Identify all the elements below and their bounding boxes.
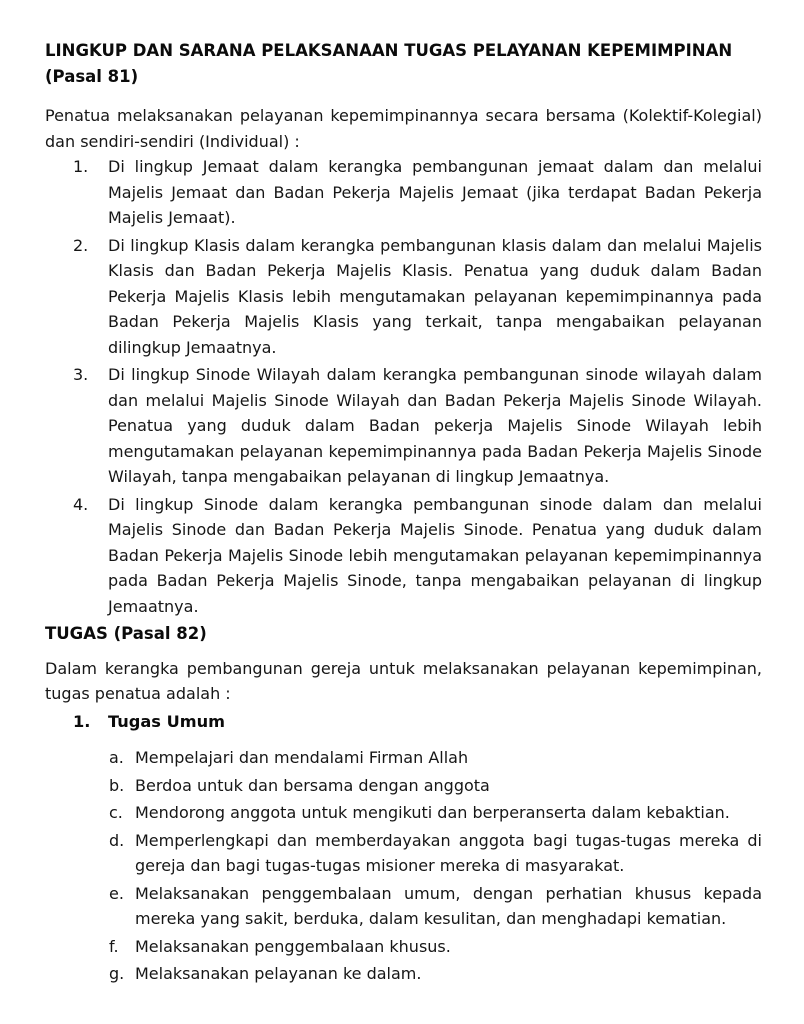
list-item-1 [45,154,762,231]
subsection-tugas-umum [45,709,762,735]
item-text: Memperlengkapi dan memberdayakan anggota bagi tugas-tugas mereka di gereja dan bagi tugas-tugas misioner mereka di masyarakat. [135,830,762,875]
list-item-3 [45,362,762,490]
item-letter: f. [109,936,119,956]
item-number: 1. [73,157,89,176]
item-text: Di lingkup Sinode dalam kerangka pembangunan sinode dalam dan melalui Majelis Sinode dan Badan Pekerja Majelis Sinode. Penatua yang duduk dalam Badan Pekerja Majelis Sinode lebih mengutamakan pelayanan kepemimpinannya pada Badan Pekerja Majelis Sinode, tanpa mengabaikan pelayanan di lingkup Jemaatnya. [108,494,762,616]
list-item-2 [45,233,762,361]
item-letter: d. [109,830,125,850]
task-item-g [45,961,762,987]
item-letter: c. [109,803,123,822]
item-letter: b. [109,775,125,795]
item-text: Melaksanakan penggembalaan umum, dengan perhatian khusus kepada mereka yang sakit, berduka, dalam kesulitan, dan menghadapi kematian. [135,883,762,928]
item-text: Mendorong anggota untuk mengikuti dan berperanserta dalam kebaktian. [135,803,730,822]
item-number: 2. [73,235,89,255]
item-number: 3. [73,365,89,384]
item-text: Berdoa untuk dan bersama dengan anggota [135,775,490,795]
subsection-title: Tugas Umum [108,711,225,731]
task-item-d [45,828,762,879]
heading-line-1: LINGKUP DAN SARANA PELAKSANAAN TUGAS PELAYANAN KEPEMIMPINAN [45,41,733,60]
item-text: Melaksanakan penggembalaan khusus. [135,936,451,956]
section-lingkup-heading [45,38,762,89]
task-item-f [45,934,762,960]
item-text: Di lingkup Jemaat dalam kerangka pembangunan jemaat dalam dan melalui Majelis Jemaat dan Badan Pekerja Majelis Jemaat (jika terdapat Badan Pekerja Majelis Jemaat). [108,157,762,227]
item-letter: a. [109,748,124,767]
item-text: Melaksanakan pelayanan ke dalam. [135,964,422,983]
section-tugas-intro: Dalam kerangka pembangunan gereja untuk melaksanakan pelayanan kepemimpinan, tugas penatua adalah : [45,658,762,703]
task-item-c [45,800,762,826]
item-letter: e. [109,883,124,903]
task-item-b [45,773,762,799]
task-item-e [45,881,762,932]
lingkup-numbered-list [45,154,762,619]
section-lingkup-intro: Penatua melaksanakan pelayanan kepemimpinannya secara bersama (Kolektif-Kolegial) dan sendiri-sendiri (Individual) : [45,106,762,151]
heading-line-2: (Pasal 81) [45,66,139,86]
item-number: 4. [73,494,89,514]
item-letter: g. [109,964,125,983]
task-item-a [45,745,762,771]
item-text: Di lingkup Sinode Wilayah dalam kerangka pembangunan sinode wilayah dalam dan melalui Majelis Sinode Wilayah dan Badan Pekerja Majelis Sinode Wilayah. Penatua yang duduk dalam Badan pekerja Majelis Sinode Wilayah lebih mengutamakan pelayanan kepemimpinannya pada Badan Pekerja Majelis Sinode Wilayah, tanpa mengabaikan pelayanan di lingkup Jemaatnya. [108,365,762,486]
item-text: Mempelajari dan mendalami Firman Allah [135,748,469,767]
list-item-4 [45,492,762,620]
item-text: Di lingkup Klasis dalam kerangka pembangunan klasis dalam dan melalui Majelis Klasis dan Badan Pekerja Majelis Klasis. Penatua yang duduk dalam Badan Pekerja Majelis Klasis lebih mengutamakan pelayanan kepemimpinannya pada Badan Pekerja Majelis Klasis yang terkait, tanpa mengabaikan pelayanan dilingkup Jemaatnya. [108,235,762,357]
tugas-lettered-list [45,745,762,987]
section-tugas-heading: TUGAS (Pasal 82) [45,624,207,643]
subsection-number: 1. [73,711,91,731]
